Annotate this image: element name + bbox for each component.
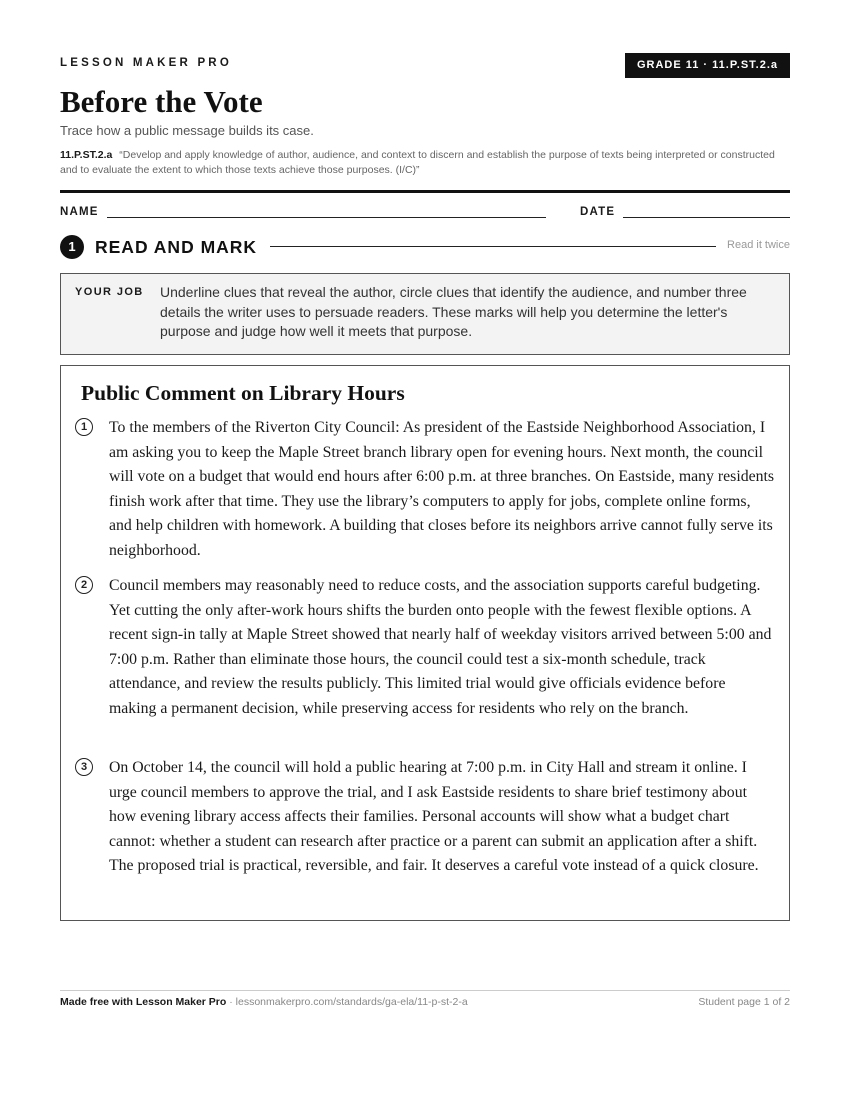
name-field[interactable]	[107, 217, 546, 218]
name-label: NAME	[60, 206, 99, 218]
footer-url[interactable]: · lessonmakerpro.com/standards/ga-ela/11-p-st-2-a	[229, 996, 468, 1008]
paragraph-number: 2	[75, 576, 93, 594]
worksheet-page	[60, 0, 790, 1100]
paragraph-text: Council members may reasonably need to reduce costs, and the association supports careful budgeting. Yet cutting the only after-work hours shifts the burden onto people with the fewest flexible options. A recent sign-in tally at Maple Street showed that nearly half of weekday visitors arrived between 5:00 and 7:00 p.m. Rather than eliminate those hours, the council could test a six-month schedule, track attendance, and review the results publicly. This limited trial would give officials evidence before making a permanent decision, while preserving access for residents who rely on the branch.	[109, 577, 772, 717]
footer-page-number: Student page 1 of 2	[698, 996, 790, 1008]
passage-box	[60, 365, 790, 921]
instructions-text: Underline clues that reveal the author, circle clues that identify the audience, and number three details the writer uses to persuade readers. These marks will help you determine the letter's purpose and judge how well it meets that purpose.	[160, 284, 747, 339]
date-label: DATE	[580, 206, 616, 218]
header-divider	[60, 190, 790, 193]
footer-credit	[60, 996, 468, 1008]
section-number-badge: 1	[60, 235, 84, 259]
section-note: Read it twice	[727, 239, 790, 251]
instructions-box	[60, 273, 790, 355]
section-divider	[270, 246, 716, 247]
grade-badge: GRADE 11 · 11.P.ST.2.a	[625, 53, 790, 78]
standard-description	[60, 148, 790, 178]
passage-title: Public Comment on Library Hours	[81, 381, 405, 405]
instructions-label: YOUR JOB	[75, 286, 144, 298]
date-field[interactable]	[623, 217, 790, 218]
page-subtitle: Trace how a public message builds its case.	[60, 123, 314, 138]
footer-divider	[60, 990, 790, 991]
brand-name: LESSON MAKER PRO	[60, 57, 232, 69]
paragraph-text: On October 14, the council will hold a public hearing at 7:00 p.m. in City Hall and stream it online. I urge council members to approve the trial, and I ask Eastside residents to share brief testimony about how evening library access affects their families. Personal accounts will show what a budget chart cannot: whether a student can research after practice or a parent can submit an application after a shift. The proposed trial is practical, reversible, and fair. It deserves a careful vote instead of a quick closure.	[109, 759, 759, 875]
section-title: READ AND MARK	[95, 237, 258, 257]
paragraph-text: To the members of the Riverton City Council: As president of the Eastside Neighborhood Association, I am asking you to keep the Maple Street branch library open for evening hours. Next month, the council will vote on a budget that would end hours after 6:00 p.m. at three branches. On Eastside, many residents finish work after that time. They use the library’s computers to apply for jobs, complete online forms, and help children with homework. A building that closes before its neighbors arrive cannot fully serve its neighborhood.	[109, 419, 775, 559]
standard-code: 11.P.ST.2.a	[60, 149, 113, 161]
standard-text: “Develop and apply knowledge of author, audience, and context to discern and establish the purpose of texts being interpreted or constructed and to evaluate the extent to which those texts achieve those purposes. (I/C)”	[60, 149, 775, 176]
footer-made-with: Made free with Lesson Maker Pro	[60, 996, 227, 1008]
paragraph-number: 3	[75, 758, 93, 776]
paragraph-number: 1	[75, 418, 93, 436]
page-title: Before the Vote	[60, 84, 263, 119]
